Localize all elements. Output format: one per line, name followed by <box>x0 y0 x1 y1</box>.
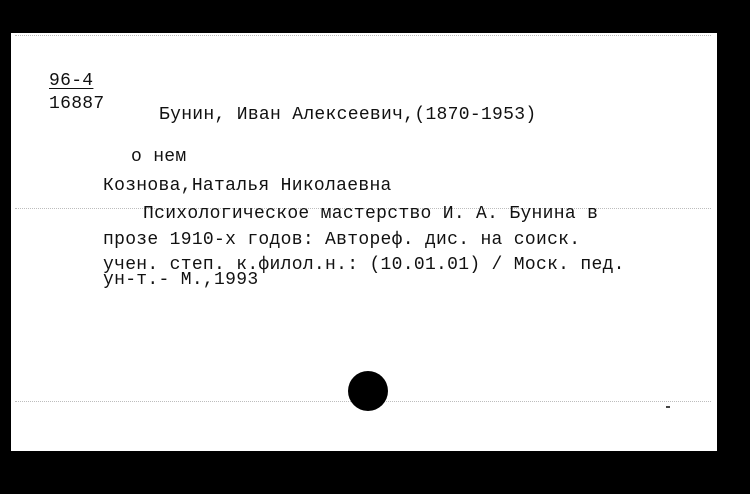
top-dotted-rule <box>15 35 711 36</box>
inventory-number: 16887 <box>49 94 105 114</box>
description-line: Психологическое мастерство И. А. Бунина в <box>143 204 599 224</box>
author-name: Кознова,Наталья Николаевна <box>103 176 392 196</box>
description-line: учен. степ. к.филол.н.: (10.01.01) / Моск. пед. <box>103 255 625 275</box>
description-line: ун-т.- М.,1993 <box>103 270 259 290</box>
description-line: прозе 1910-х годов: Автореф. дис. на соиск. <box>103 230 581 250</box>
subject-note: о нем <box>131 147 187 167</box>
punch-hole <box>348 371 388 411</box>
shelf-mark: 96-4 <box>49 71 94 91</box>
speck-mark <box>666 406 670 408</box>
catalog-card <box>11 33 717 451</box>
card-heading: Бунин, Иван Алексеевич,(1870-1953) <box>159 105 537 125</box>
